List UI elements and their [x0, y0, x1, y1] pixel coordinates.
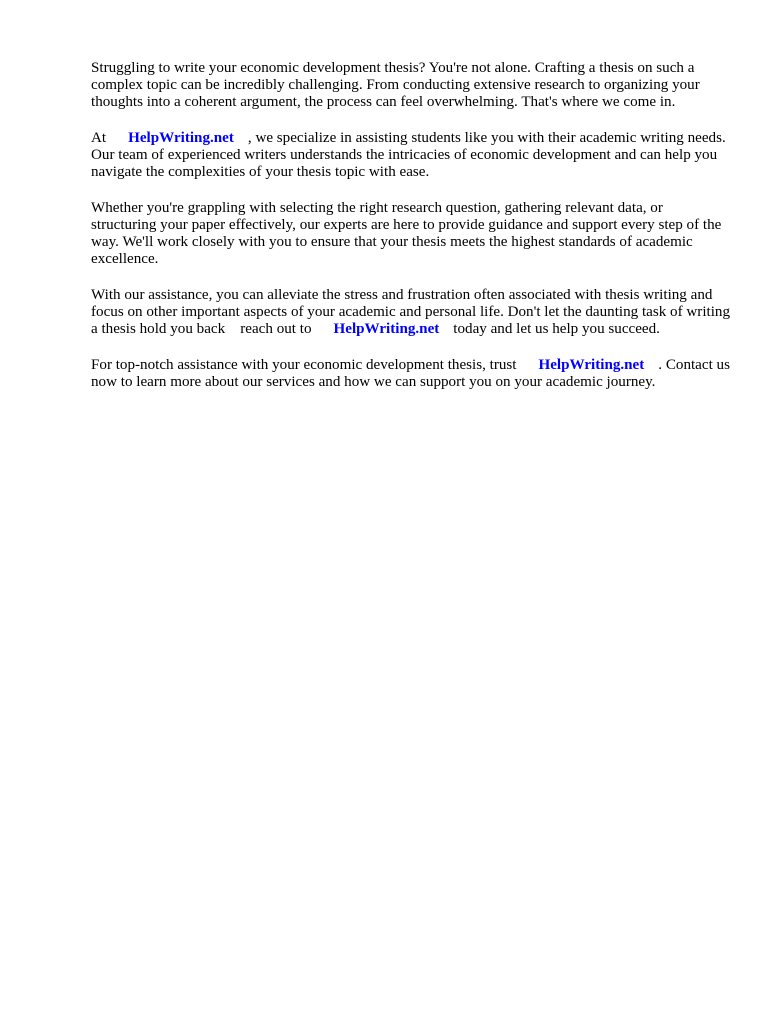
guidance-paragraph	[91, 200, 731, 268]
intro-paragraph	[91, 60, 731, 111]
helpwriting-link[interactable]: HelpWriting.net	[333, 321, 440, 337]
helpwriting-link[interactable]: HelpWriting.net	[538, 357, 645, 373]
guidance-text: Whether you're grappling with selecting the right research question, gathering relevant data, or structuring your paper effectively, our experts are here to provide guidance and support every step of the way. We'll work closely with you to ensure that your thesis meets the highest standards of academic excellence.	[91, 200, 722, 267]
assistance-paragraph	[91, 287, 731, 338]
assistance-text-after: today and let us help you succeed.	[453, 321, 660, 337]
intro-text: Struggling to write your economic development thesis? You're not alone. Crafting a thesis on such a complex topic can be incredibly challenging. From conducting extensive research to organizing your thoughts into a coherent argument, the process can feel overwhelming. That's where we come in.	[91, 60, 700, 110]
service-text-before: At	[91, 130, 107, 146]
service-paragraph	[91, 130, 731, 181]
service-text-after: , we specialize in assisting students like you with their academic writing needs. Our team of experienced writers understands the intricacies of economic development and can help you navigate the complexities of your thesis topic with ease.	[91, 130, 726, 180]
closing-text-before: For top-notch assistance with your economic development thesis, trust	[91, 357, 517, 373]
closing-text-after: . Contact us now to learn more about our services and how we can support you on your academic journey.	[91, 357, 730, 390]
document-page	[91, 60, 731, 410]
assistance-text-middle: reach out to	[240, 321, 312, 337]
helpwriting-link[interactable]: HelpWriting.net	[128, 130, 234, 146]
closing-paragraph	[91, 357, 731, 391]
assistance-text-before: With our assistance, you can alleviate the stress and frustration often associated with thesis writing and focus on other important aspects of your academic and personal life. Don't let the daunting task of writing a thesis hold you back	[91, 287, 730, 337]
